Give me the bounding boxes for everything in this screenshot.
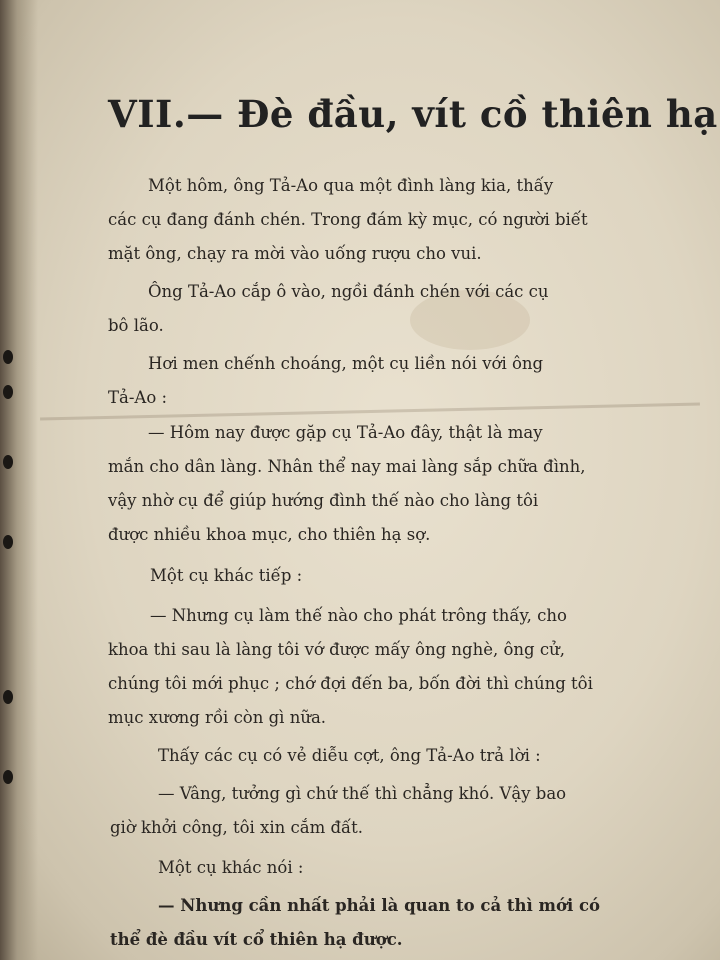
text-line: mục xương rồi còn gì nữa. [108, 708, 327, 727]
text-line: — Vâng, tưởng gì chứ thế thì chẳng khó. Vậy bao [158, 784, 567, 803]
binding-hole [3, 770, 13, 784]
binding-hole [3, 385, 13, 399]
text-line: Thấy các cụ có vẻ diễu cợt, ông Tả-Ao trả lời : [158, 746, 541, 765]
text-line: Một cụ khác tiếp : [150, 566, 303, 585]
chapter-title: VII.— Đè đầu, vít cồ thiên hạ [108, 92, 718, 136]
text-line: khoa thi sau là làng tôi vớ được mấy ông nghè, ông cử, [108, 640, 565, 659]
text-line: — Nhưng cần nhất phải là quan to cả thì mới có [158, 896, 601, 915]
text-line: vậy nhờ cụ để giúp hướng đình thế nào cho làng tôi [108, 491, 539, 510]
page-gutter-shadow [0, 0, 38, 960]
text-line: chúng tôi mới phục ; chớ đợi đến ba, bốn đời thì chúng tôi [108, 674, 593, 693]
text-line: thể đè đầu vít cổ thiên hạ được. [110, 930, 403, 949]
binding-hole [3, 535, 13, 549]
text-line: giờ khởi công, tôi xin cắm đất. [110, 818, 364, 837]
text-line: — Nhưng cụ làm thế nào cho phát trông thấy, cho [150, 606, 567, 625]
text-line: Một cụ khác nói : [158, 858, 304, 877]
text-line: được nhiều khoa mục, cho thiên hạ sợ. [108, 525, 431, 544]
binding-hole [3, 455, 13, 469]
text-line: Một hôm, ông Tả-Ao qua một đình làng kia, thấy [148, 176, 554, 195]
text-line: Ông Tả-Ao cắp ô vào, ngồi đánh chén với các cụ [148, 282, 549, 301]
text-line: mắn cho dân làng. Nhân thể nay mai làng sắp chữa đình, [108, 457, 586, 476]
text-line: Hơi men chếnh choáng, một cụ liền nói với ông [148, 354, 544, 373]
text-line: — Hôm nay được gặp cụ Tả-Ao đây, thật là may [148, 423, 543, 442]
text-line: bô lão. [108, 316, 164, 335]
text-line: mặt ông, chạy ra mời vào uống rượu cho vui. [108, 244, 482, 263]
text-line: Tả-Ao : [108, 388, 168, 407]
binding-hole [3, 350, 13, 364]
binding-hole [3, 690, 13, 704]
text-line: các cụ đang đánh chén. Trong đám kỳ mục, có người biết [108, 210, 588, 229]
